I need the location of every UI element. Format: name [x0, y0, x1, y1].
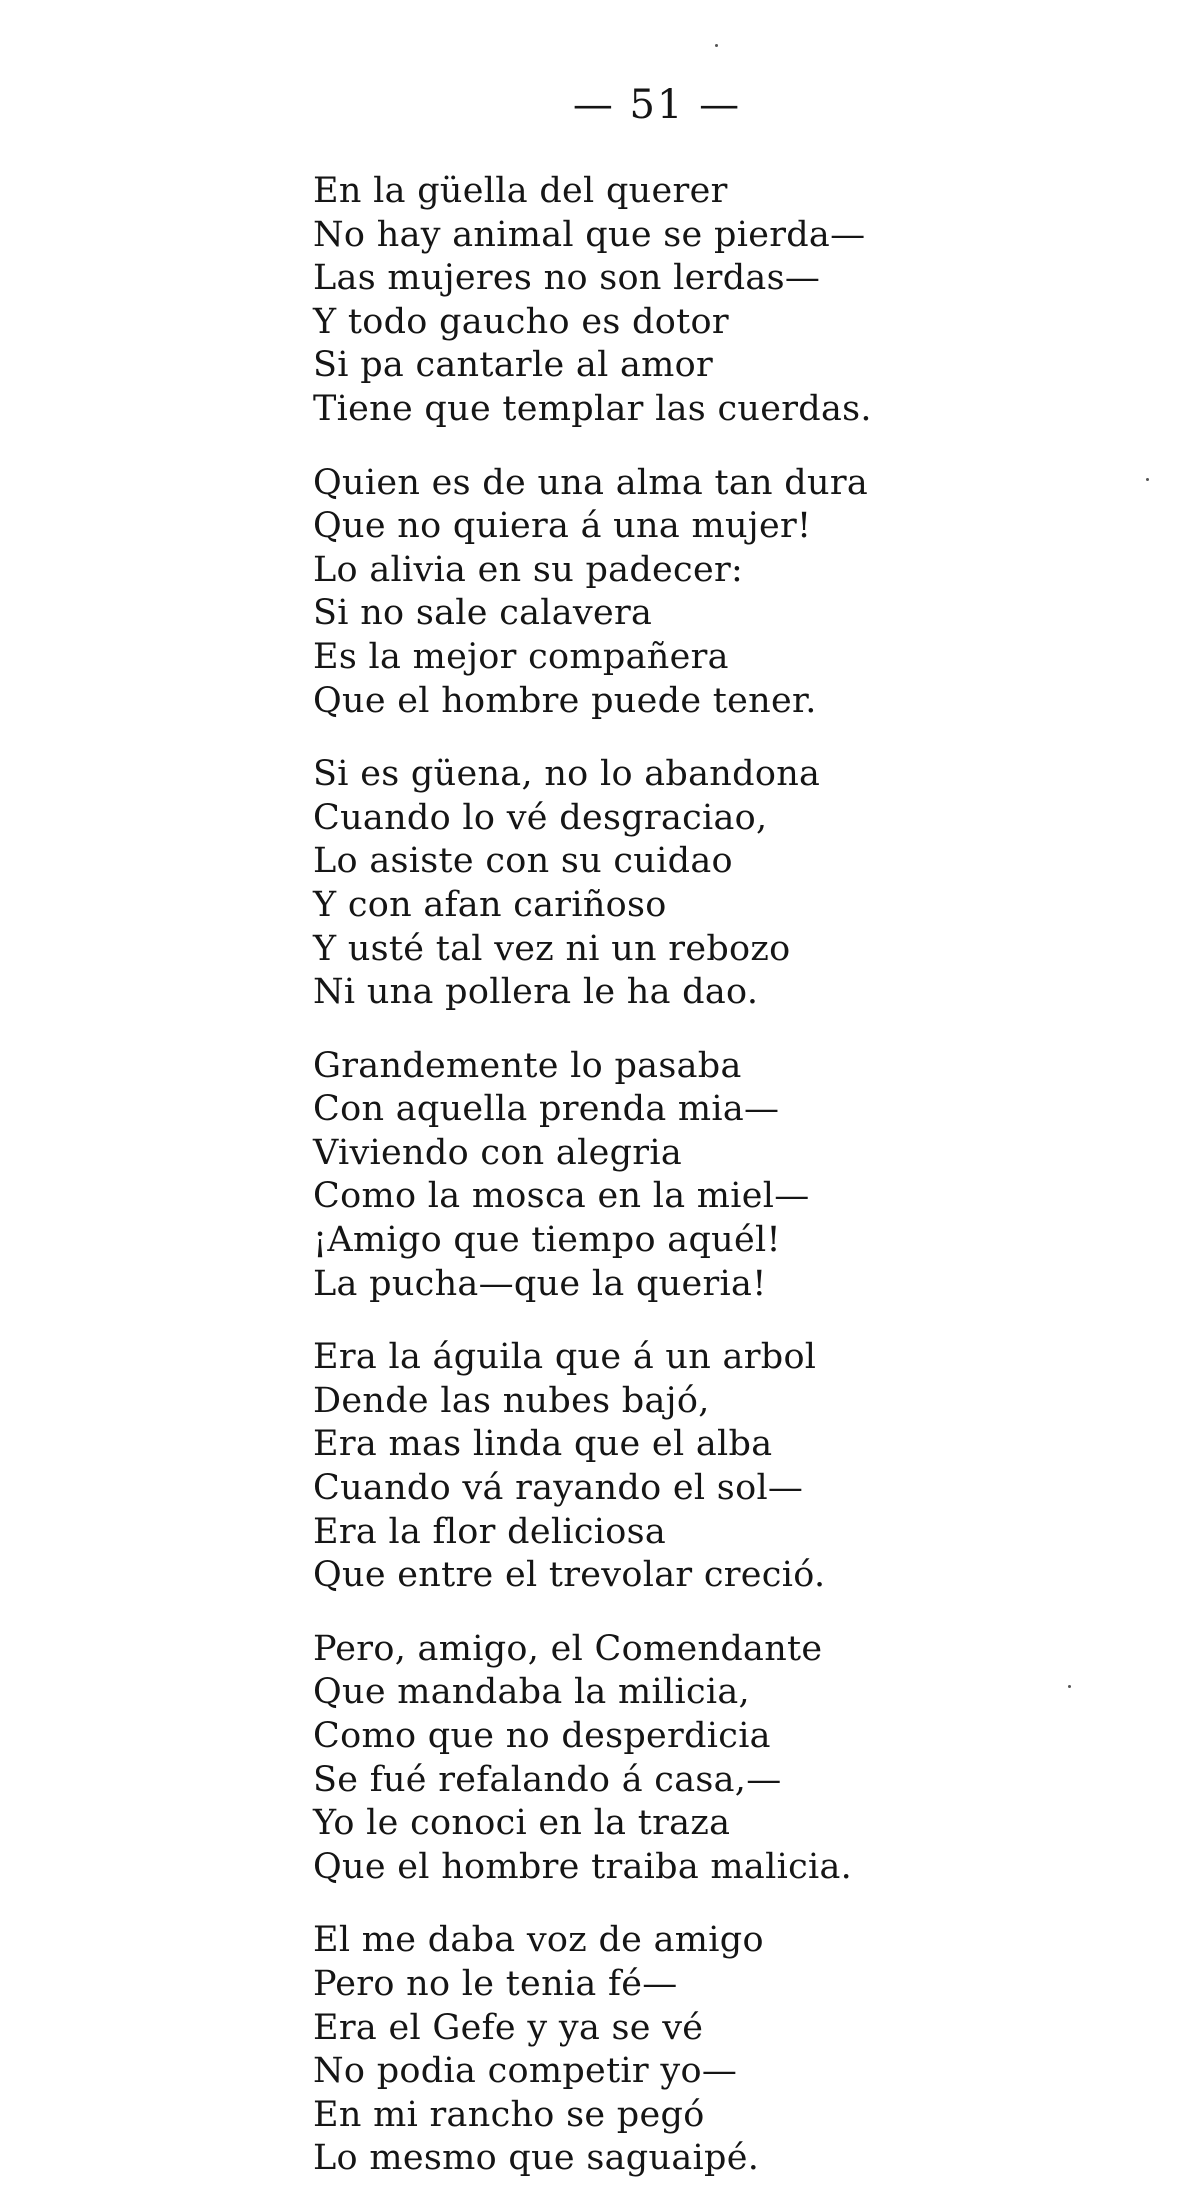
- verse-line: Y con afan cariñoso: [313, 884, 667, 925]
- stanza: [313, 1628, 1133, 1890]
- stanza: [313, 1336, 1133, 1598]
- verse-line: Como que no desperdicia: [313, 1716, 771, 1756]
- verse-line: Con aquella prenda mia—: [313, 1089, 780, 1130]
- verse-line: Dende las nubes bajó,: [313, 1380, 710, 1421]
- verse-line: Cuando lo vé desgraciao,: [313, 797, 768, 838]
- verse-line: Viviendo con alegria: [313, 1132, 682, 1173]
- verse-line: Era la águila que á un arbol: [313, 1337, 817, 1378]
- verse-line: Como la mosca en la miel—: [313, 1176, 810, 1217]
- verse-line: Las mujeres no son lerdas—: [313, 258, 821, 299]
- verse-line: Era mas linda que el alba: [313, 1424, 773, 1465]
- verse-line: Si no sale calavera: [313, 593, 653, 634]
- verse-line: Que entre el trevolar creció.: [313, 1555, 826, 1596]
- verse-line: Y todo gaucho es dotor: [313, 301, 729, 342]
- verse-line: Es la mejor compañera: [313, 636, 729, 677]
- verse-line: Tiene que templar las cuerdas.: [313, 388, 872, 429]
- stanza: [313, 1919, 1133, 2181]
- verse-line: Lo mesmo que saguaipé.: [313, 2138, 760, 2179]
- verse-line: Era la flor deliciosa: [313, 1511, 667, 1552]
- print-speck: [1068, 1685, 1071, 1688]
- stanza: [313, 753, 1133, 1015]
- verse-line: Cuando vá rayando el sol—: [313, 1468, 804, 1509]
- stanza: [313, 1045, 1133, 1307]
- verse-line: Era el Gefe y ya se vé: [313, 2007, 704, 2048]
- verse-line: Si pa cantarle al amor: [313, 345, 714, 386]
- verse-line: Que el hombre traiba malicia.: [313, 1846, 853, 1887]
- verse-line: ¡Amigo que tiempo aquél!: [313, 1220, 781, 1261]
- verse-line: El me daba voz de amigo: [313, 1920, 764, 1961]
- verse-line: No podia competir yo—: [313, 2051, 738, 2092]
- verse-line: Lo alivia en su padecer:: [313, 549, 744, 590]
- verse-line: Quien es de una alma tan dura: [313, 462, 869, 503]
- verse-line: Se fué refalando á casa,—: [313, 1759, 782, 1800]
- print-speck: [715, 44, 718, 47]
- verse-line: Ni una pollera le ha dao.: [313, 972, 759, 1013]
- verse-line: Grandemente lo pasaba: [313, 1045, 742, 1086]
- verse-line: Yo le conoci en la traza: [313, 1803, 731, 1844]
- verse-line: Lo asiste con su cuidao: [313, 841, 733, 882]
- verse-line: No hay animal que se pierda—: [313, 214, 866, 255]
- verse-line: Pero no le tenia fé—: [313, 1963, 678, 2004]
- verse-line: Pero, amigo, el Comendante: [313, 1628, 823, 1669]
- verse-line: Que el hombre puede tener.: [313, 680, 817, 721]
- poem: [313, 170, 1133, 2211]
- verse-line: En mi rancho se pegó: [313, 2094, 705, 2135]
- stanza: [313, 170, 1133, 432]
- verse-line: Si es güena, no lo abandona: [313, 754, 821, 795]
- verse-line: Y usté tal vez ni un rebozo: [313, 928, 791, 969]
- verse-line: Que mandaba la milicia,: [313, 1672, 750, 1713]
- verse-line: Que no quiera á una mujer!: [313, 506, 812, 547]
- verse-line: La pucha—que la queria!: [313, 1263, 767, 1304]
- print-speck: [1146, 478, 1149, 481]
- page-number: — 51 —: [572, 82, 742, 128]
- stanza: [313, 462, 1133, 724]
- verse-line: En la güella del querer: [313, 171, 728, 211]
